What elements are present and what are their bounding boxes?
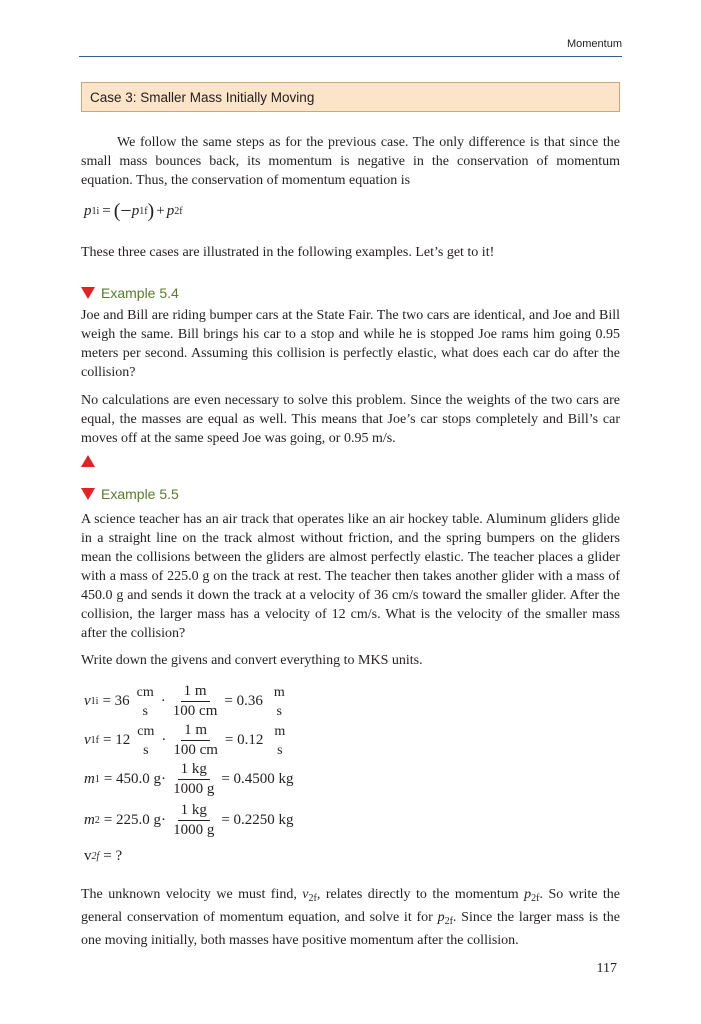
frac-num: 1 kg	[178, 761, 210, 780]
frac-den: s	[142, 703, 148, 719]
conversion-fraction	[170, 683, 221, 720]
frac-num: 1 kg	[178, 802, 210, 821]
given-sub: 2	[94, 815, 100, 826]
closing-var: p	[437, 910, 445, 925]
frac-num: 1 m	[181, 722, 210, 741]
given-v1i	[84, 683, 292, 720]
collapse-triangle-icon	[81, 488, 95, 500]
example-5-5-title: Example 5.5	[101, 486, 179, 502]
end-example-triangle-icon	[81, 455, 95, 467]
given-eq: = 36	[102, 693, 130, 709]
given-var: m	[84, 771, 95, 787]
eq-p1f-var: p	[131, 203, 140, 219]
frac-num: m	[274, 723, 286, 739]
given-eq: = 450.0 g·	[103, 771, 167, 787]
eq-p1i-var: p	[84, 203, 92, 219]
given-eq: = 12	[103, 732, 131, 748]
eq-plus: +	[156, 203, 165, 219]
given-sub: 1i	[90, 696, 99, 707]
header-rule	[79, 56, 622, 57]
closing-sub: 2f	[444, 916, 453, 927]
closing-sub: 2f	[308, 893, 317, 904]
eq-equals: =	[102, 203, 111, 219]
closing-text: The unknown velocity we must find,	[81, 887, 303, 902]
closing-var: v	[302, 887, 309, 902]
eq-p1i-sub: 1i	[91, 206, 100, 217]
unit-fraction	[134, 723, 157, 759]
frac-num: m	[273, 684, 285, 700]
intro-paragraph: We follow the same steps as for the previous case. The only difference is that since the small mass bounces back, its momentum is negative in the conservation of momentum equation. Thus, the conservation of momentum equation is	[81, 135, 620, 188]
closing-text: , relates directly to the momentum	[316, 887, 525, 902]
given-sub: 1	[94, 774, 100, 785]
given-result: = 0.4500 kg	[221, 771, 294, 787]
case-title-box: Case 3: Smaller Mass Initially Moving	[81, 82, 620, 112]
closing-sub: 2f	[531, 893, 540, 904]
frac-den: 100 cm	[173, 742, 218, 758]
conversion-fraction	[170, 761, 217, 798]
frac-den: s	[276, 703, 282, 719]
momentum-equation	[84, 200, 183, 223]
example-5-4-problem: Joe and Bill are riding bumper cars at the State Fair. The two cars are identical, and Joe and Bill weigh the same. Bill brings his car to a stop and while he is stopped Joe rams him going 0.95 meters per second. Assuming this collision is perfectly elastic, what does each car do after the collision?	[81, 308, 620, 380]
given-dot: ·	[161, 732, 167, 748]
given-var: v	[84, 693, 91, 709]
example-5-5-heading	[81, 486, 179, 502]
closing-text: . Since the larger mass is the one moving initially, both masses have positive momentum after the collision.	[81, 910, 620, 948]
given-var: v	[84, 848, 92, 864]
given-m1	[84, 761, 294, 798]
given-v2f	[84, 848, 122, 865]
unit-fraction	[134, 684, 157, 720]
given-v1f	[84, 722, 292, 759]
frac-den: s	[143, 742, 149, 758]
example-5-4-title: Example 5.4	[101, 285, 179, 301]
given-eq: = 225.0 g·	[103, 812, 167, 828]
frac-den: 100 cm	[172, 703, 218, 719]
conversion-fraction	[170, 802, 217, 839]
unit-fraction	[271, 723, 288, 759]
eq-p2f-sub: 2f	[174, 206, 183, 217]
closing-text: . So write the general conservation of momentum equation, and solve it for	[81, 887, 620, 925]
frac-num: cm	[137, 723, 155, 739]
collapse-triangle-icon	[81, 287, 95, 299]
unit-fraction	[271, 684, 288, 720]
given-result: = 0.36	[224, 693, 263, 709]
frac-num: 1 m	[181, 683, 210, 702]
given-dot: ·	[160, 693, 166, 709]
given-result: = 0.2250 kg	[221, 812, 294, 828]
given-var: v	[84, 732, 91, 748]
closing-paragraph	[81, 885, 620, 950]
frac-num: cm	[136, 684, 154, 700]
page-number: 117	[596, 961, 617, 976]
given-eq: = ?	[103, 848, 123, 864]
givens-intro: Write down the givens and convert everything to MKS units.	[81, 653, 423, 668]
running-header: Momentum	[566, 38, 622, 50]
eq-p1f-sub: 1f	[139, 206, 148, 217]
frac-den: 1000 g	[173, 781, 215, 797]
given-sub: 1f	[90, 735, 100, 746]
given-var: m	[84, 812, 95, 828]
eq-open-paren: (−	[113, 200, 132, 222]
given-sub: 2f	[91, 851, 100, 862]
eq-p2f-var: p	[166, 203, 175, 219]
conversion-fraction	[170, 722, 221, 759]
frac-den: 1000 g	[173, 822, 215, 838]
closing-var: p	[524, 887, 532, 902]
cases-line: These three cases are illustrated in the following examples. Let’s get to it!	[81, 245, 495, 260]
eq-close-paren: )	[147, 200, 155, 222]
given-m2	[84, 802, 294, 839]
example-5-5-problem: A science teacher has an air track that operates like an air hockey table. Aluminum gliders glide in a straight line on the track almost without friction, and the spring bumpers on the gliders mean the collisions between the gliders are almost perfectly elastic. The teacher places a glider with a mass of 225.0 g on the track at rest. The teacher then takes another glider with a mass of 450.0 g and sends it down the track at a velocity of 36 cm/s toward the smaller glider. After the collision, the larger mass has a velocity of 12 cm/s. What is the velocity of the smaller mass after the collision?	[81, 512, 620, 641]
example-5-4-heading	[81, 285, 179, 301]
frac-den: s	[277, 742, 283, 758]
example-5-4-solution: No calculations are even necessary to solve this problem. Since the weights of the two cars are equal, the masses are equal as well. This means that Joe’s car stops completely and Bill’s car moves off at the same speed Joe was going, or 0.95 m/s.	[81, 393, 620, 446]
given-result: = 0.12	[224, 732, 264, 748]
